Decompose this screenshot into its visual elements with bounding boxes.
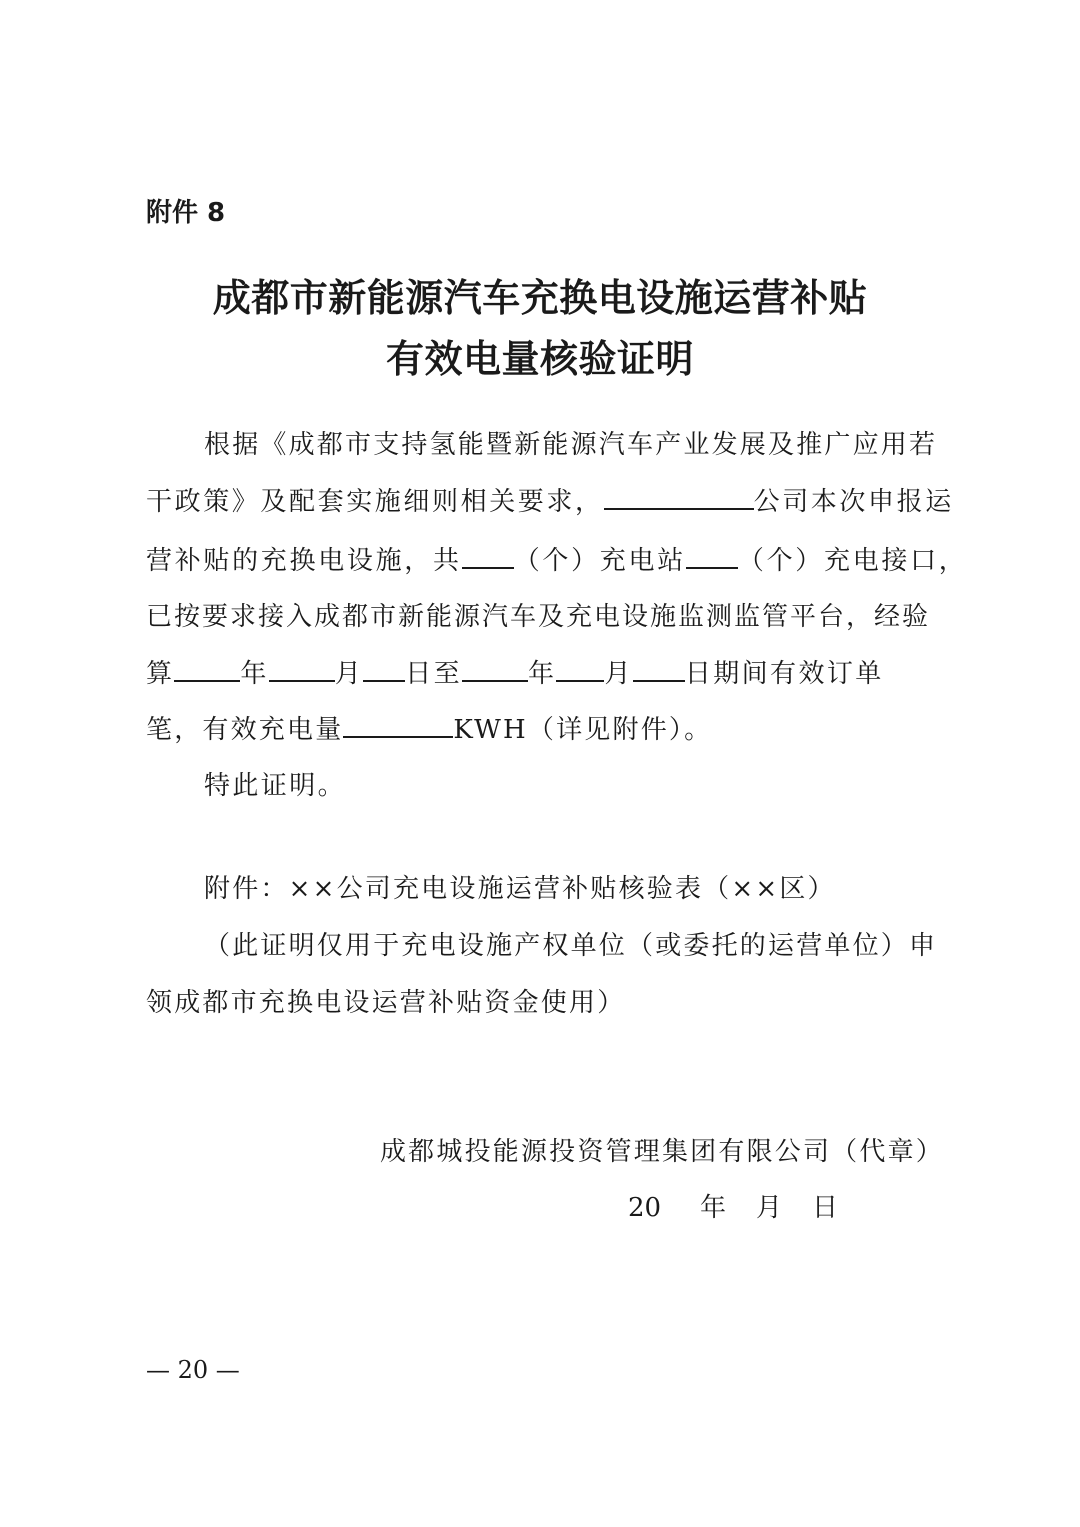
document-title-line-1: 成都市新能源汽车充换电设施运营补贴	[212, 276, 868, 320]
body-text: 月	[604, 659, 633, 689]
usage-note-line-1	[204, 928, 1004, 964]
start-day-blank[interactable]	[363, 656, 405, 682]
body-text: 附件：××公司充电设施运营补贴核验表（××区）	[204, 874, 836, 904]
connector-count-blank[interactable]	[686, 543, 738, 569]
body-text: （个）充电站	[513, 546, 686, 576]
body-line-1	[204, 427, 1004, 463]
body-text: 干政策》及配套实施细则相关要求，	[146, 487, 604, 517]
electricity-amount-blank[interactable]	[343, 712, 453, 738]
body-line-4	[146, 599, 946, 635]
date-day-label: 日	[812, 1193, 839, 1223]
body-line-2	[146, 484, 954, 520]
usage-note-line-2	[146, 985, 946, 1021]
body-line-6	[146, 712, 946, 748]
body-text: 日至	[405, 659, 463, 689]
page-number: — 20 —	[146, 1356, 240, 1384]
body-text: 日期间有效订单	[684, 659, 884, 689]
company-name-blank[interactable]	[604, 484, 754, 510]
start-month-blank[interactable]	[269, 656, 335, 682]
end-month-blank[interactable]	[556, 656, 604, 682]
body-line-7	[204, 768, 1004, 804]
date-month-label: 月	[756, 1193, 783, 1223]
body-text: 公司本次申报运	[753, 487, 954, 517]
issue-date	[628, 1190, 838, 1226]
issuer-signature: 成都城投能源投资管理集团有限公司（代章）	[379, 1137, 944, 1167]
date-year-label: 年	[700, 1193, 727, 1223]
body-text: 笔，有效充电量	[146, 715, 344, 745]
body-text: KWH（详见附件）。	[453, 715, 713, 745]
body-text: 根据《成都市支持氢能暨新能源汽车产业发展及推广应用若	[204, 430, 938, 460]
start-year-blank[interactable]	[174, 656, 240, 682]
body-text: 领成都市充换电设运营补贴资金使用）	[146, 988, 626, 1018]
end-year-blank[interactable]	[462, 656, 528, 682]
attachment-label: 附件 8	[146, 198, 226, 228]
body-text: 营补贴的充换电设施，共	[146, 546, 462, 576]
date-year-prefix: 20	[628, 1193, 662, 1223]
body-text: 月	[334, 659, 364, 689]
body-text: 年	[528, 659, 557, 689]
body-text: 特此证明。	[204, 771, 347, 801]
body-line-5	[146, 656, 946, 692]
body-text: （个）充电接口，	[737, 546, 968, 576]
document-title-line-2: 有效电量核验证明	[385, 337, 694, 381]
body-text: 算	[146, 659, 175, 689]
body-line-3	[146, 543, 968, 579]
body-text: 已按要求接入成都市新能源汽车及充电设施监测监管平台，经验	[146, 602, 931, 632]
station-count-blank[interactable]	[462, 543, 514, 569]
body-text: （此证明仅用于充电设施产权单位（或委托的运营单位）申	[204, 931, 938, 961]
body-text: 年	[240, 659, 269, 689]
end-day-blank[interactable]	[633, 656, 685, 682]
attachment-note	[204, 871, 1004, 907]
